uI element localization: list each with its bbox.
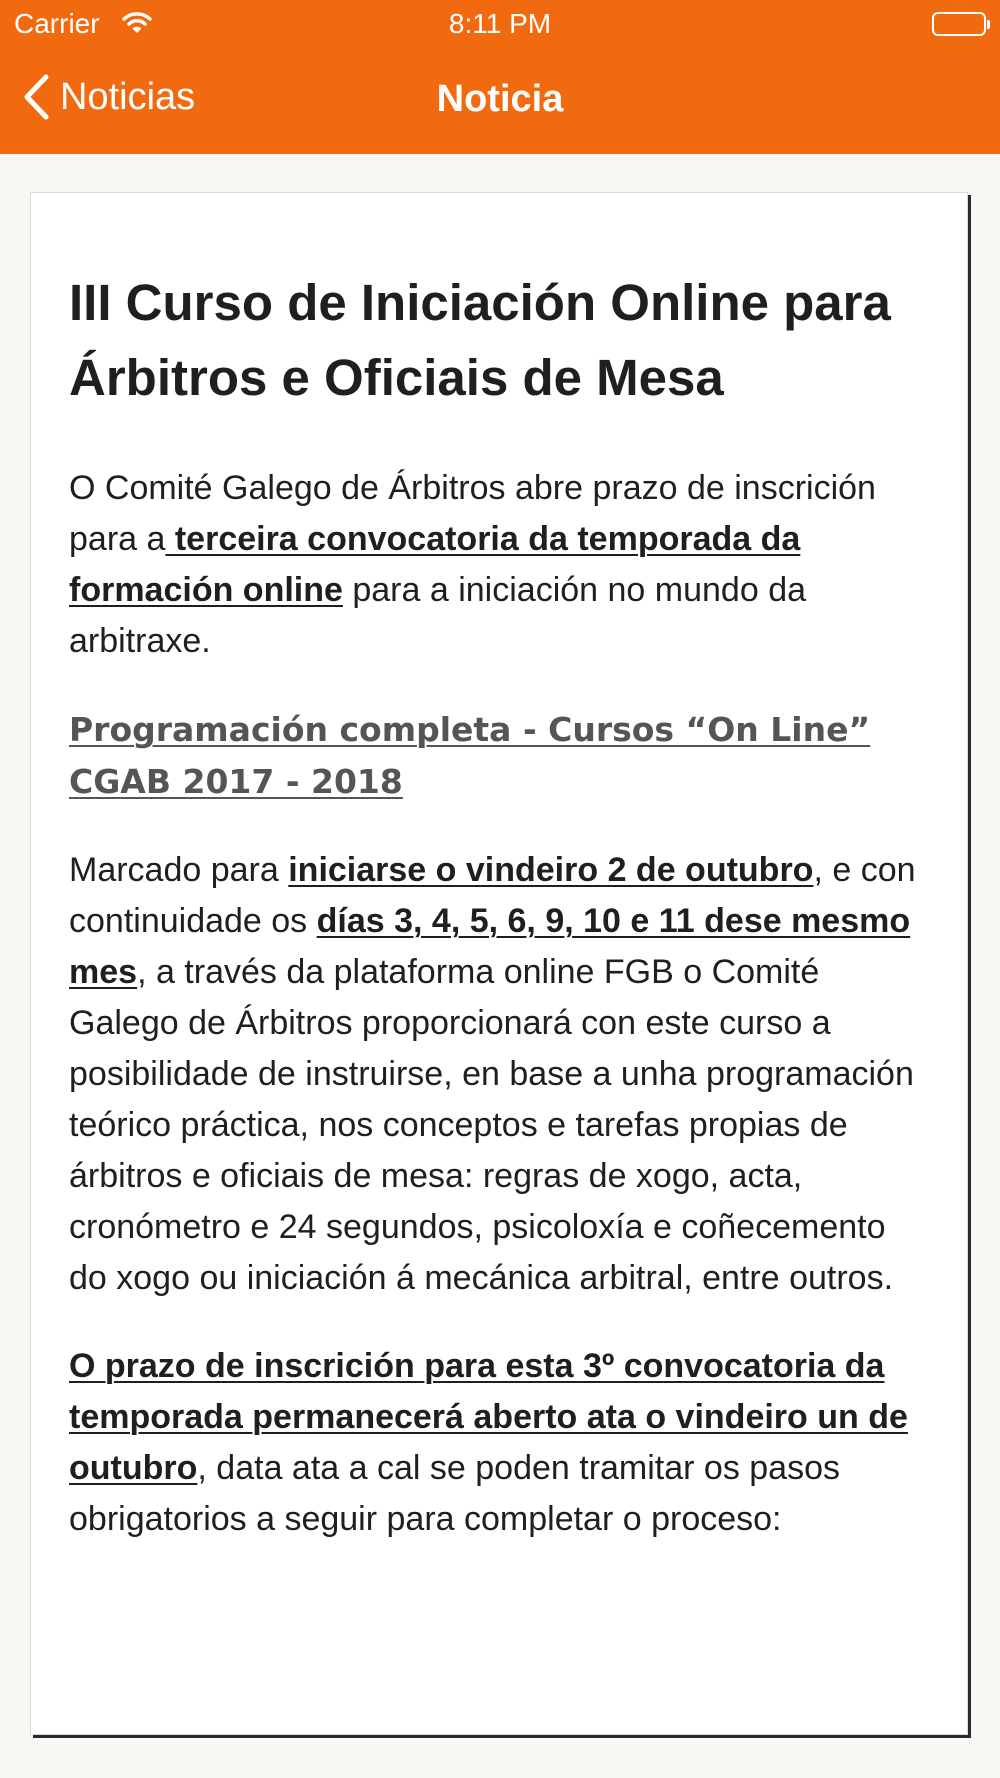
status-bar [0,0,1000,50]
intro-text-end: para a iniciación no mundo da arbitraxe. [69,571,807,660]
deadline-text: , data ata a cal se poden tramitar os pasos obrigatorios a seguir para completar o proceso: [69,1449,841,1538]
intro-emphasis: terceira convocatoria da temporada da formación online [69,520,801,609]
deadline-emphasis: O prazo de inscrición para esta 3º convocatoria da temporada permanecerá aberto ata o vindeiro un de outubro [69,1347,908,1487]
article-paragraph-program [69,704,927,808]
article-card [30,192,968,1735]
battery-icon [932,12,986,36]
carrier-label: Carrier [14,8,100,39]
status-time: 8:11 PM [448,8,552,39]
article-title: III Curso de Iniciación Online para Árbitros e Oficiais de Mesa [69,274,891,406]
program-link[interactable]: Programación completa - Cursos “On Line” CGAB 2017 - 2018 [69,710,871,801]
intro-text: O Comité Galego de Árbitros abre prazo de inscrición para a [69,469,876,558]
schedule-text: Marcado para [69,851,289,889]
schedule-text-3: , a través da plataforma online FGB o Comité Galego de Árbitros proporcionará con este curso a posibilidade de instruirse, en base a unha programación teórico práctica, nos conceptos e tarefas propias de árbitros e oficiais de mesa: regras de xogo, acta, cronómetro e 24 segundos, psicoloxía e coñecemento do xogo ou iniciación á mecánica arbitral, entre outros. [69,953,914,1297]
page-title: Noticia [436,78,564,120]
article-paragraph-intro [69,463,927,667]
nav-bar [0,62,1000,142]
back-button-label: Noticias [60,75,196,118]
schedule-text-2: , e con continuidade os [69,851,916,940]
article-paragraph-schedule [69,845,927,1304]
article-paragraph-deadline [69,1341,927,1545]
schedule-days: días 3, 4, 5, 6, 9, 10 e 11 dese mesmo mes [69,902,911,991]
schedule-start-date: iniciarse o vindeiro 2 de outubro [288,851,814,889]
navigation-header [0,0,1000,154]
